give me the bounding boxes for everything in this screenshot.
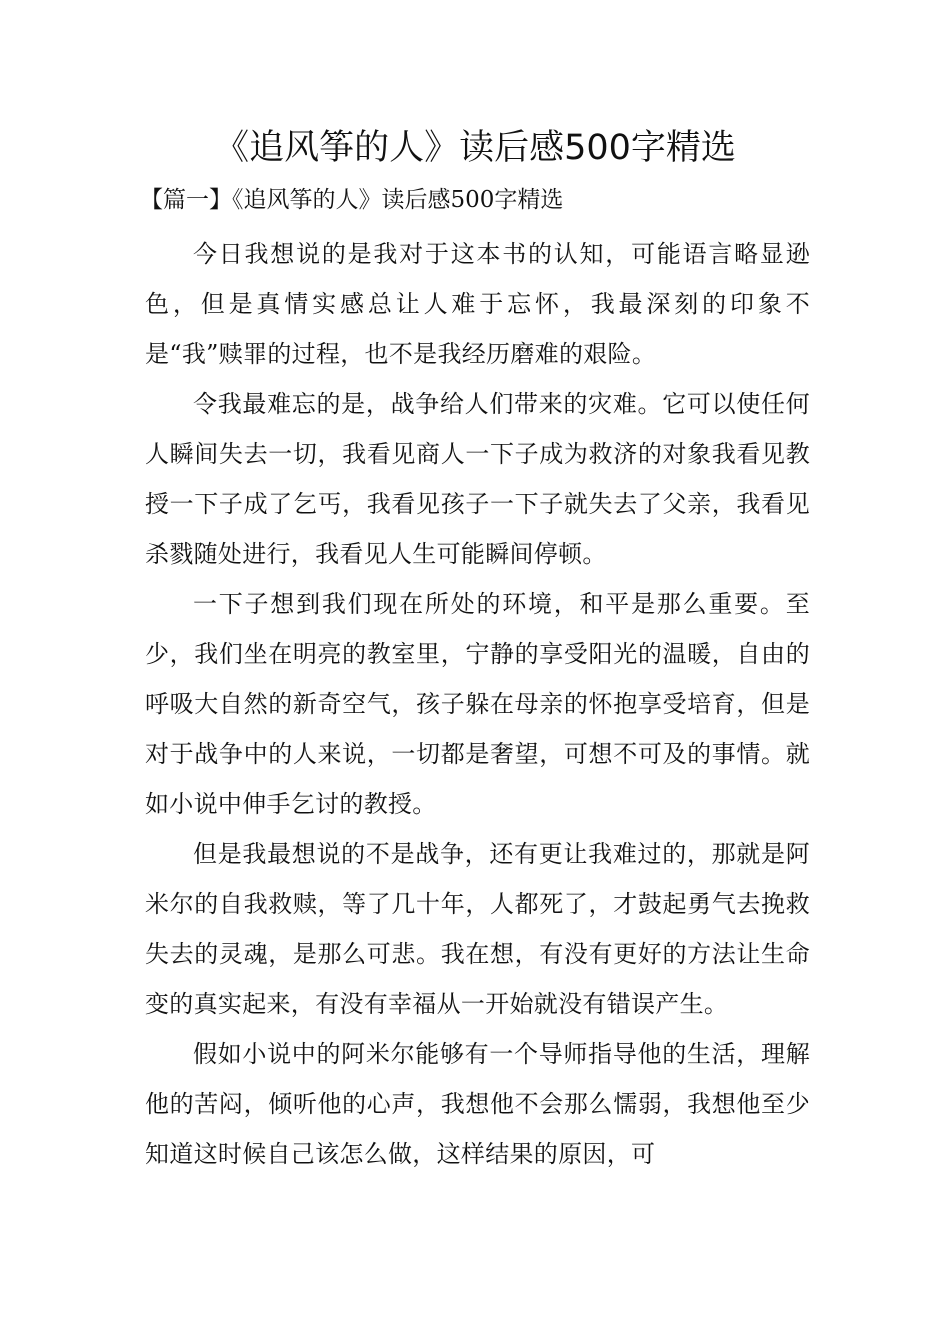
paragraph-5: 假如小说中的阿米尔能够有一个导师指导他的生活，理解他的苦闷，倾听他的心声，我想他不会那么懦弱，我想他至少知道这时候自己该怎么做，这样结果的原因，可 xyxy=(145,1040,810,1168)
paragraph-1: 今日我想说的是我对于这本书的认知，可能语言略显逊色，但是真情实感总让人难于忘怀，我最深刻的印象不是“我”赎罪的过程，也不是我经历磨难的艰险。 xyxy=(145,240,810,368)
paragraph-3: 一下子想到我们现在所处的环境，和平是那么重要。至少，我们坐在明亮的教室里，宁静的享受阳光的温暖，自由的呼吸大自然的新奇空气，孩子躲在母亲的怀抱享受培育，但是对于战争中的人来说，一切都是奢望，可想不可及的事情。就如小说中伸手乞讨的教授。 xyxy=(145,590,810,818)
paragraph-4: 但是我最想说的不是战争，还有更让我难过的，那就是阿米尔的自我救赎，等了几十年，人都死了，才鼓起勇气去挽救失去的灵魂，是那么可悲。我在想，有没有更好的方法让生命变的真实起来，有没有幸福从一开始就没有错误产生。 xyxy=(145,840,810,1018)
document-title: 《追风筝的人》读后感500字精选 xyxy=(214,128,736,168)
body-text xyxy=(145,229,810,1179)
paragraph-2: 令我最难忘的是，战争给人们带来的灾难。它可以使任何人瞬间失去一切，我看见商人一下子成为救济的对象我看见教授一下子成了乞丐，我看见孩子一下子就失去了父亲，我看见杀戮随处进行，我看见人生可能瞬间停顿。 xyxy=(145,390,810,568)
section-heading: 【篇一】《追风筝的人》读后感500字精选 xyxy=(140,187,564,213)
